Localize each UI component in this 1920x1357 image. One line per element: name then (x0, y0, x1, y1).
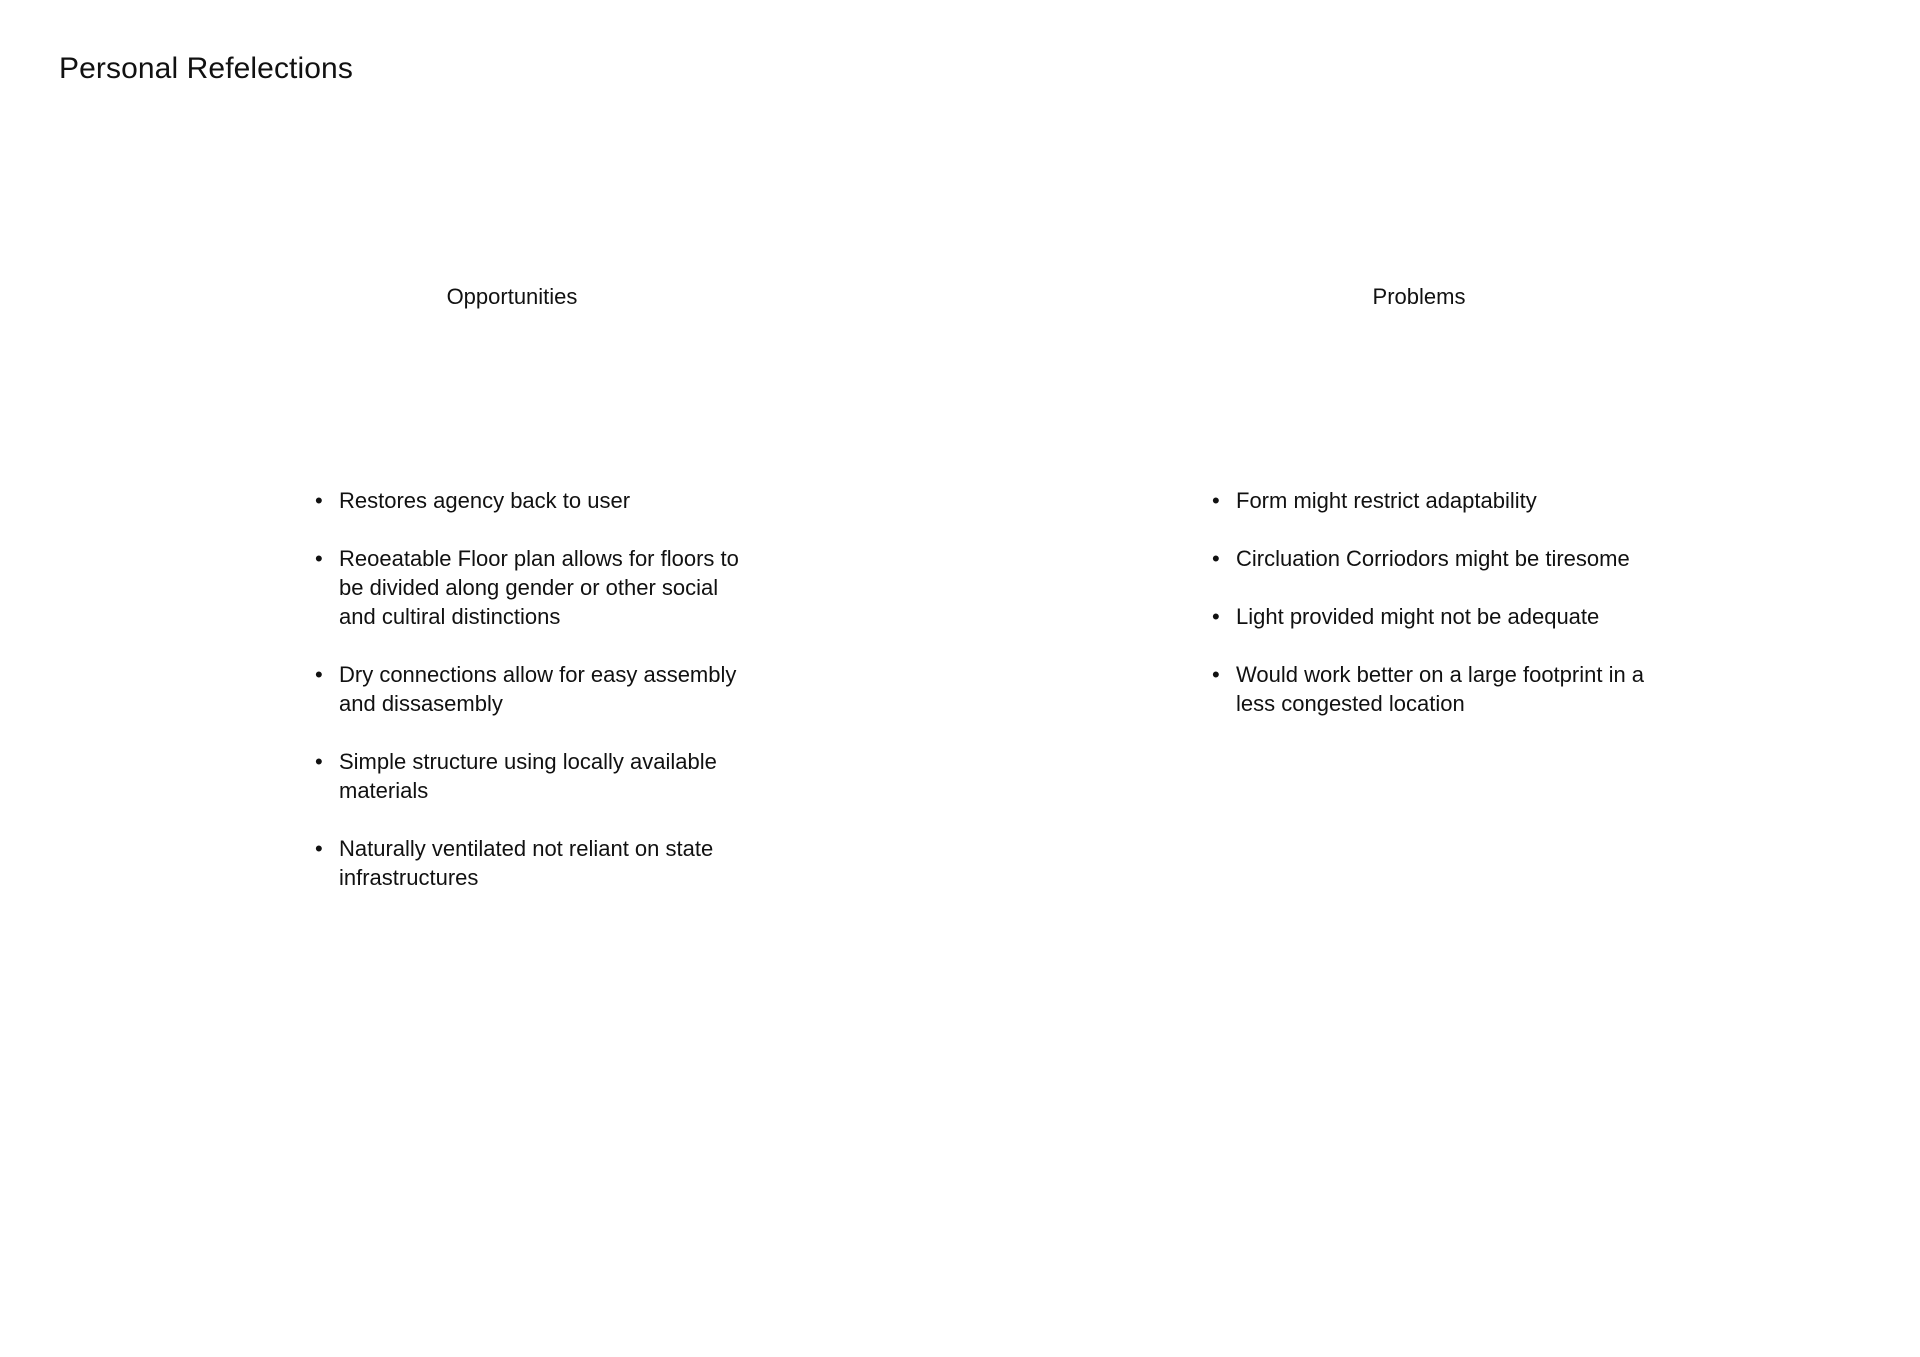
page-title: Personal Refelections (59, 52, 353, 85)
bullet-icon: • (1212, 488, 1220, 513)
opportunity-text: Naturally ventilated not reliant on state infrastructures (339, 836, 714, 890)
list-item (315, 486, 755, 515)
problem-text: Form might restrict adaptability (1236, 488, 1537, 513)
bullet-icon: • (1212, 662, 1220, 687)
opportunity-text: Simple structure using locally available materials (339, 749, 717, 803)
bullet-icon: • (1212, 546, 1220, 571)
list-item (315, 834, 755, 892)
bullet-icon: • (315, 488, 323, 513)
list-item (1212, 602, 1652, 631)
list-item (1212, 660, 1652, 718)
bullet-icon: • (315, 662, 323, 687)
problem-text: Light provided might not be adequate (1236, 604, 1600, 629)
list-item (315, 544, 755, 631)
bullet-icon: • (1212, 604, 1220, 629)
list-item (1212, 544, 1652, 573)
bullet-icon: • (315, 546, 323, 571)
problems-list (1212, 486, 1652, 747)
problems-heading: Problems (1372, 284, 1466, 309)
problem-text: Circluation Corriodors might be tiresome (1236, 546, 1630, 571)
list-item (315, 747, 755, 805)
list-item (315, 660, 755, 718)
opportunities-list (315, 486, 755, 921)
list-item (1212, 486, 1652, 515)
opportunity-text: Restores agency back to user (339, 488, 631, 513)
opportunity-text: Reoeatable Floor plan allows for floors to be divided along gender or other social and cultiral distinctions (339, 546, 739, 629)
problem-text: Would work better on a large footprint in a less congested location (1236, 662, 1645, 716)
opportunity-text: Dry connections allow for easy assembly and dissasembly (339, 662, 737, 716)
opportunities-heading: Opportunities (446, 284, 578, 309)
bullet-icon: • (315, 836, 323, 861)
bullet-icon: • (315, 749, 323, 774)
